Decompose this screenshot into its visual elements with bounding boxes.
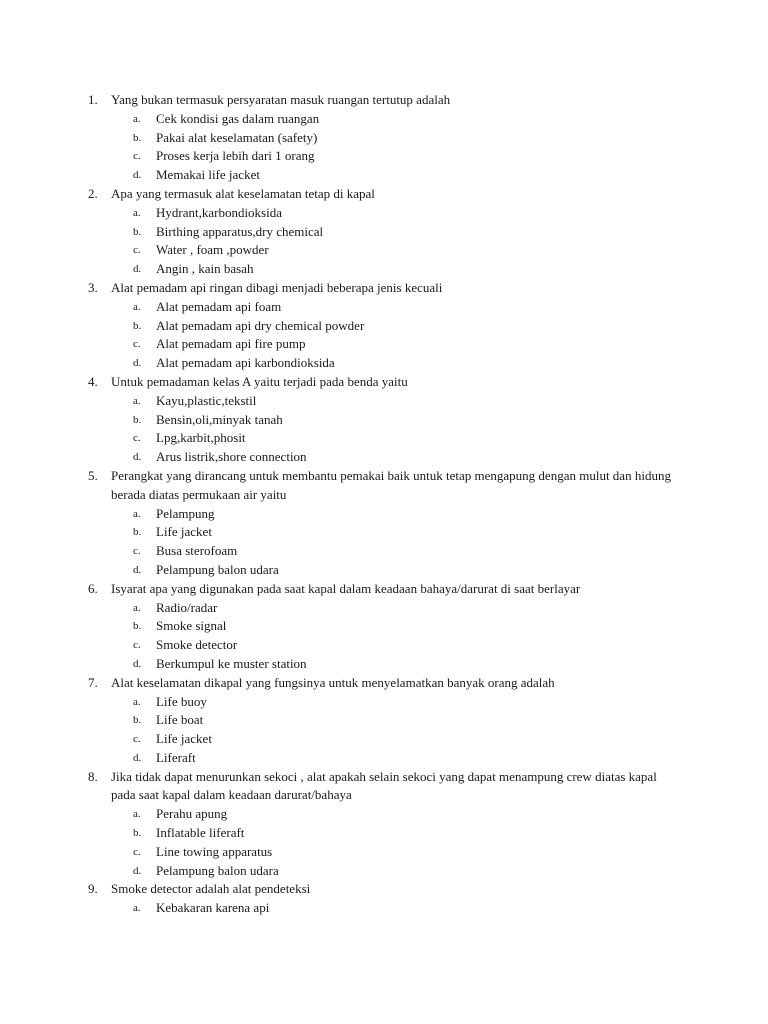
option-text: Pakai alat keselamatan (safety) <box>156 129 318 145</box>
option-text: Memakai life jacket <box>156 167 260 183</box>
answer-option <box>0 335 768 354</box>
option-text: Angin , kain basah <box>156 261 254 277</box>
answer-option <box>0 110 768 129</box>
option-text: Alat pemadam api foam <box>156 298 282 314</box>
option-text: Pelampung <box>156 505 215 521</box>
question-text <box>0 880 671 899</box>
question-body: Yang bukan termasuk persyaratan masuk ruangan tertutup adalah <box>111 92 451 107</box>
answer-option <box>0 260 768 279</box>
option-text: Life jacket <box>156 731 212 747</box>
option-text: Kebakaran karena api <box>156 900 270 916</box>
answer-option <box>0 429 768 448</box>
answer-option <box>0 617 768 636</box>
question-item <box>0 185 768 279</box>
option-text: Pelampung balon udara <box>156 862 279 878</box>
answer-option <box>0 166 768 185</box>
option-letter: a. <box>133 394 141 407</box>
option-text: Water , foam ,powder <box>156 242 269 258</box>
option-text: Cek kondisi gas dalam ruangan <box>156 110 320 126</box>
question-text <box>0 768 671 806</box>
question-item <box>0 373 768 467</box>
option-letter: a. <box>133 695 141 708</box>
answer-option <box>0 317 768 336</box>
question-body: Alat keselamatan dikapal yang fungsinya untuk menyelamatkan banyak orang adalah <box>111 674 555 690</box>
answer-option <box>0 862 768 881</box>
question-text <box>0 580 671 599</box>
answer-option <box>0 561 768 580</box>
question-item <box>0 880 768 918</box>
option-letter: d. <box>133 864 142 877</box>
question-text <box>0 373 671 392</box>
answer-option <box>0 599 768 618</box>
question-number: 4. <box>88 373 98 389</box>
option-text: Pelampung balon udara <box>156 561 279 577</box>
option-letter: d. <box>133 751 142 764</box>
option-letter: d. <box>133 263 142 276</box>
option-text: Life jacket <box>156 524 212 540</box>
option-letter: d. <box>133 169 142 182</box>
option-letter: b. <box>133 827 142 840</box>
option-text: Birthing apparatus,dry chemical <box>156 223 324 239</box>
option-letter: b. <box>133 413 142 426</box>
question-number: 2. <box>88 185 98 201</box>
option-text: Smoke signal <box>156 618 227 634</box>
answer-option <box>0 354 768 373</box>
option-text: Smoke detector <box>156 637 238 653</box>
option-letter: c. <box>133 733 141 746</box>
option-letter: b. <box>133 225 142 238</box>
option-letter: b. <box>133 319 142 332</box>
question-number: 3. <box>88 279 98 295</box>
option-letter: c. <box>133 545 141 558</box>
question-text <box>0 467 671 505</box>
answer-option <box>0 505 768 524</box>
question-text <box>0 91 671 110</box>
option-letter: a. <box>133 507 141 520</box>
option-text: Perahu apung <box>156 806 228 822</box>
answer-option <box>0 223 768 242</box>
question-body: Isyarat apa yang digunakan pada saat kapal dalam keadaan bahaya/darurat di saat berlayar <box>111 580 581 596</box>
answer-option <box>0 749 768 768</box>
question-number: 1. <box>88 92 98 107</box>
question-number: 8. <box>88 768 98 784</box>
question-item <box>0 279 768 373</box>
option-text: Line towing apparatus <box>156 843 273 859</box>
option-letter: a. <box>133 808 141 821</box>
question-item <box>0 467 768 580</box>
option-text: Bensin,oli,minyak tanah <box>156 411 283 427</box>
answer-option <box>0 204 768 223</box>
question-body: Jika tidak dapat menurunkan sekoci , alat apakah selain sekoci yang dapat menampung crew diatas kapal pada saat kapal dalam keadaan darurat/bahaya <box>111 768 657 803</box>
option-letter: a. <box>133 112 141 125</box>
question-body: Alat pemadam api ringan dibagi menjadi beberapa jenis kecuali <box>111 279 443 295</box>
option-text: Alat pemadam api karbondioksida <box>156 355 335 371</box>
answer-option <box>0 843 768 862</box>
option-text: Busa sterofoam <box>156 543 238 559</box>
option-letter: c. <box>133 432 141 445</box>
question-number: 9. <box>88 881 98 897</box>
question-number: 5. <box>88 467 98 483</box>
option-letter: d. <box>133 357 142 370</box>
answer-option <box>0 523 768 542</box>
option-text: Life buoy <box>156 693 207 709</box>
option-text: Radio/radar <box>156 599 218 615</box>
question-text <box>0 279 671 298</box>
option-letter: b. <box>133 131 142 144</box>
option-letter: d. <box>133 451 142 464</box>
option-letter: a. <box>133 300 141 313</box>
option-text: Life boat <box>156 712 204 728</box>
answer-option <box>0 392 768 411</box>
option-text: Berkumpul ke muster station <box>156 655 307 671</box>
answer-option <box>0 147 768 166</box>
option-letter: c. <box>133 150 141 163</box>
option-text: Inflatable liferaft <box>156 825 245 841</box>
question-text <box>0 674 671 693</box>
option-letter: a. <box>133 206 141 219</box>
option-text: Alat pemadam api fire pump <box>156 336 306 352</box>
question-item <box>0 91 768 185</box>
question-number: 6. <box>88 580 98 596</box>
question-text <box>0 185 671 204</box>
option-text: Proses kerja lebih dari 1 orang <box>156 148 315 164</box>
question-body: Apa yang termasuk alat keselamatan tetap di kapal <box>111 185 375 201</box>
option-text: Liferaft <box>156 749 196 765</box>
option-letter: c. <box>133 244 141 257</box>
option-text: Hydrant,karbondioksida <box>156 204 283 220</box>
answer-option <box>0 824 768 843</box>
option-letter: c. <box>133 639 141 652</box>
option-text: Lpg,karbit,phosit <box>156 430 246 446</box>
question-body: Untuk pemadaman kelas A yaitu terjadi pada benda yaitu <box>111 373 408 389</box>
option-text: Arus listrik,shore connection <box>156 449 307 465</box>
question-item <box>0 674 768 768</box>
question-item <box>0 768 768 881</box>
option-letter: c. <box>133 845 141 858</box>
answer-option <box>0 636 768 655</box>
option-text: Kayu,plastic,tekstil <box>156 392 257 408</box>
question-body: Smoke detector adalah alat pendeteksi <box>111 881 311 897</box>
option-letter: a. <box>133 601 141 614</box>
answer-option <box>0 448 768 467</box>
answer-option <box>0 411 768 430</box>
answer-option <box>0 693 768 712</box>
answer-option <box>0 298 768 317</box>
answer-option <box>0 655 768 674</box>
option-letter: d. <box>133 657 142 670</box>
question-body: Perangkat yang dirancang untuk membantu pemakai baik untuk tetap mengapung dengan mulut dan hidung berada diatas permukaan air yaitu <box>111 467 671 502</box>
question-number: 7. <box>88 674 98 690</box>
answer-option <box>0 542 768 561</box>
answer-option <box>0 730 768 749</box>
answer-option <box>0 129 768 148</box>
option-letter: b. <box>133 714 142 727</box>
question-item <box>0 580 768 674</box>
option-letter: b. <box>133 526 142 539</box>
option-letter: b. <box>133 620 142 633</box>
option-letter: d. <box>133 563 142 576</box>
answer-option <box>0 711 768 730</box>
answer-option <box>0 241 768 260</box>
option-letter: c. <box>133 338 141 351</box>
option-text: Alat pemadam api dry chemical powder <box>156 317 365 333</box>
answer-option <box>0 899 768 918</box>
option-letter: a. <box>133 902 141 915</box>
answer-option <box>0 805 768 824</box>
